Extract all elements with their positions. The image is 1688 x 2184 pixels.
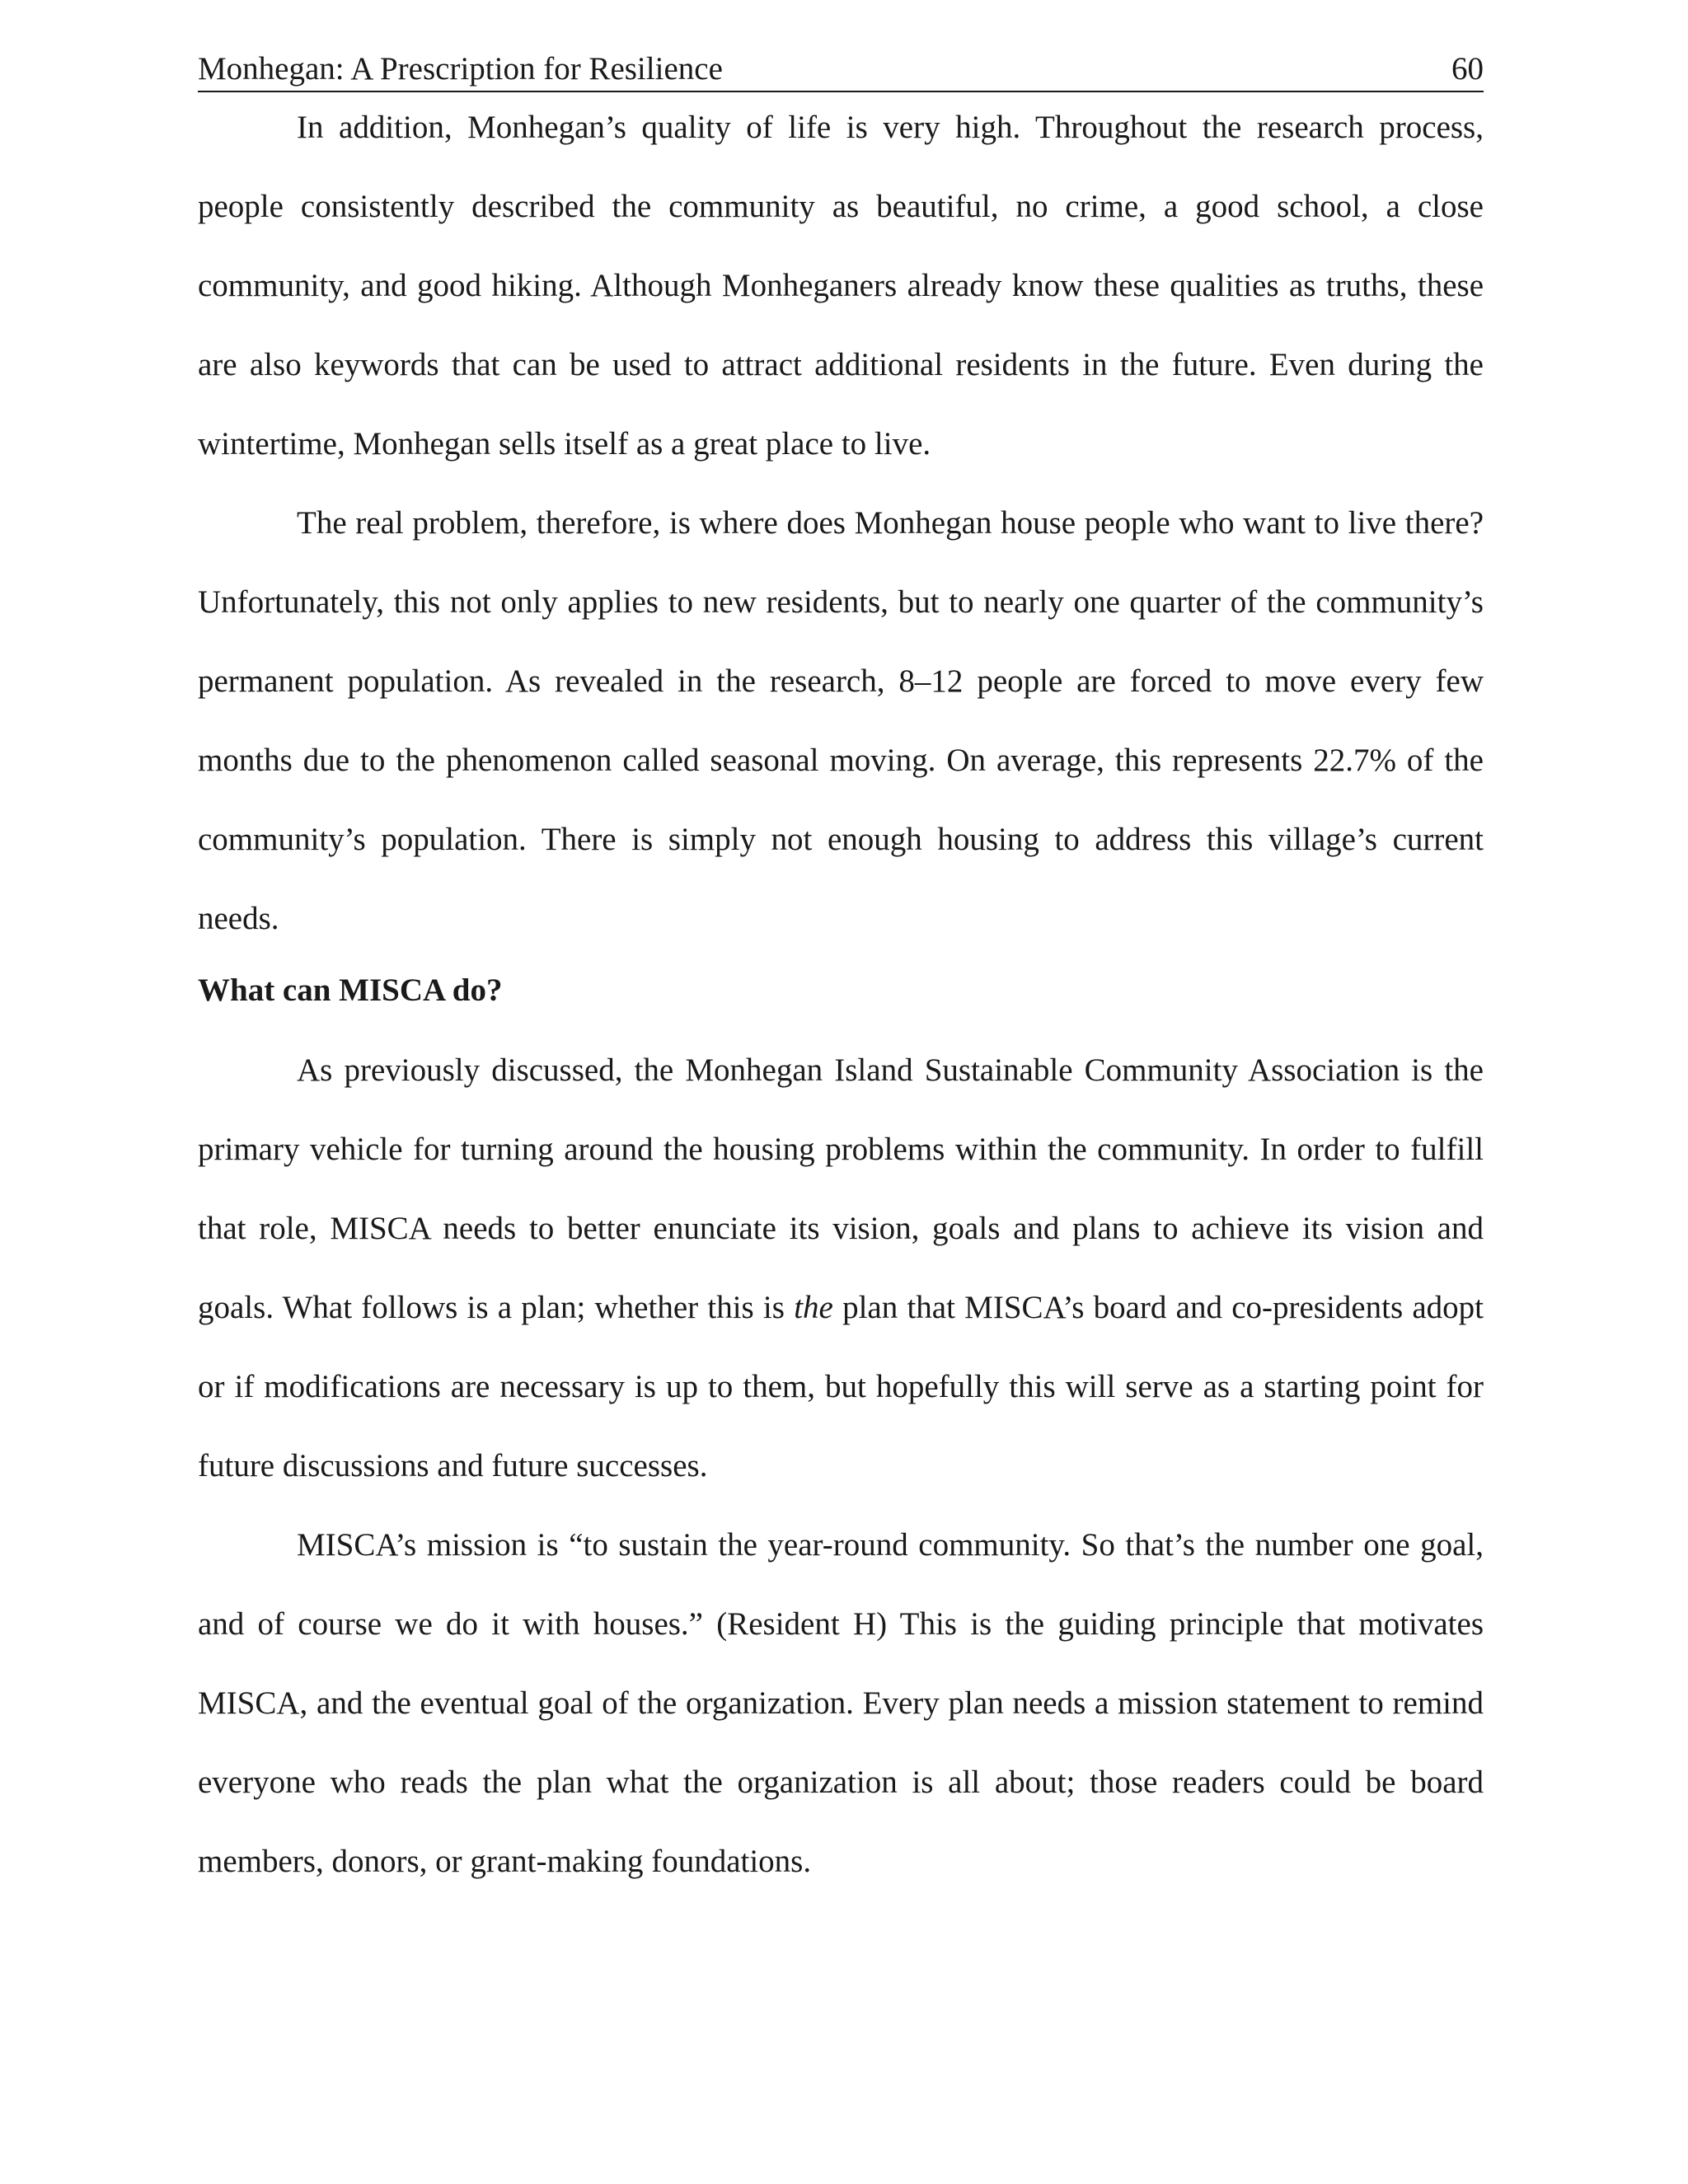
paragraph-text: plan that MISCA’s board and co-presidents adopt or if modifications are necessary is up to them, but hopefully this will serve as a starting point for future discussions and future successes. <box>198 1290 1484 1483</box>
body-text <box>198 88 1484 1901</box>
document-title: Monhegan: A Prescription for Resilience <box>198 51 723 87</box>
paragraph-misca-mission: MISCA’s mission is “to sustain the year-round community. So that’s the number one goal, and of course we do it with houses.” (Resident H) This is the guiding principle that motivates MISCA, and the eventual goal of the organization. Every plan needs a mission statement to remind everyone who reads the plan what the organization is all about; those readers could be board members, donors, or grant-making foundations. <box>198 1527 1484 1879</box>
running-header <box>198 48 1484 92</box>
paragraph-text: As previously discussed, the Monhegan Island Sustainable Community Association is the primary vehicle for turning around the housing problems within the community. In order to fulfill that role, MISCA needs to better enunciate its vision, goals and plans to achieve its vision and goals. What follows is a plan; whether this is <box>198 1052 1484 1325</box>
page-number: 60 <box>1451 51 1484 87</box>
section-heading: What can MISCA do? <box>198 972 503 1008</box>
emphasized-word: the <box>794 1290 833 1325</box>
paragraph-real-problem: The real problem, therefore, is where does Monhegan house people who want to live there? Unfortunately, this not only applies to new residents, but to nearly one quarter of the community’s permanent population. As revealed in the research, 8–12 people are forced to move every few months due to the phenomenon called seasonal moving. On average, this represents 22.7% of the community’s population. There is simply not enough housing to address this village’s current needs. <box>198 505 1484 936</box>
paragraph-misca-role <box>198 1031 1484 1506</box>
paragraph-quality-of-life: In addition, Monhegan’s quality of life is very high. Throughout the research process, people consistently described the community as beautiful, no crime, a good school, a close community, and good hiking. Although Monheganers already know these qualities as truths, these are also keywords that can be used to attract additional residents in the future. Even during the wintertime, Monhegan sells itself as a great place to live. <box>198 110 1484 462</box>
